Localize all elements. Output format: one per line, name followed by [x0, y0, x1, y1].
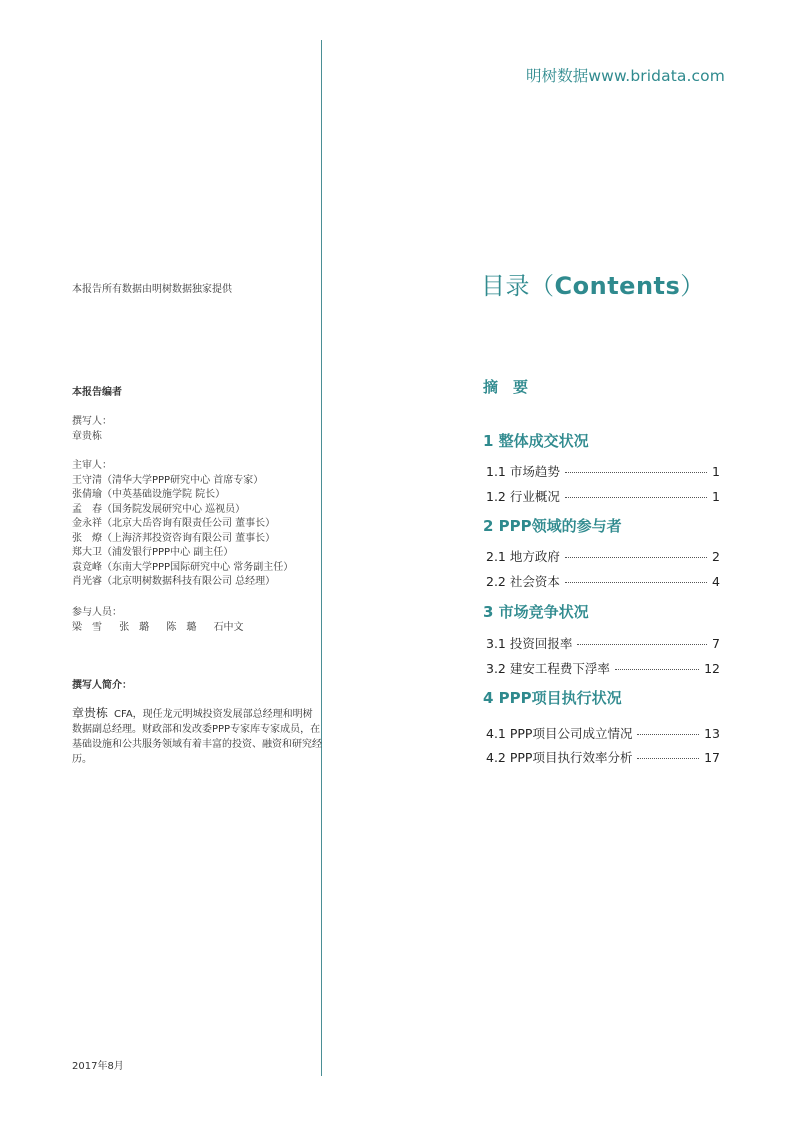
reviewer-item: 金永祥（北京大岳咨询有限责任公司 董事长）	[72, 518, 276, 529]
writer-label: 撰写人：	[72, 416, 112, 427]
writer-block	[72, 415, 112, 444]
toc-entry-text: 1.1 市场趋势	[486, 464, 560, 479]
toc-section-3[interactable]: 3 市场竞争状况	[483, 603, 589, 621]
toc-entry[interactable]	[486, 572, 720, 590]
leader-dots	[637, 733, 699, 735]
leader-dots	[577, 643, 707, 645]
leader-dots	[565, 496, 707, 498]
toc-entry[interactable]	[486, 487, 720, 505]
toc-title	[481, 266, 705, 301]
reviewer-item: 张倩瑜（中英基础设施学院 院长）	[72, 489, 226, 500]
vertical-divider	[321, 40, 322, 1076]
toc-section-1[interactable]: 1 整体成交状况	[483, 432, 589, 450]
editors-heading: 本报告编者	[72, 387, 122, 398]
participant-name: 石中文	[213, 621, 244, 633]
participant-name: 张 璐	[119, 621, 150, 633]
leader-dots	[565, 581, 707, 583]
toc-entry[interactable]	[486, 748, 720, 766]
toc-entry-text: 2.1 地方政府	[486, 549, 560, 564]
writer-name: 章贵栋	[72, 430, 102, 442]
site-header[interactable]: 明树数据www.bridata.com	[526, 67, 725, 85]
toc-entry[interactable]	[486, 462, 720, 480]
toc-section-4[interactable]: 4 PPP项目执行状况	[483, 689, 622, 707]
bio-heading: 撰写人简介：	[72, 680, 132, 691]
participants-block	[72, 606, 258, 635]
reviewer-item: 郑大卫（浦发银行PPP中心 副主任）	[72, 547, 234, 558]
toc-entry[interactable]	[486, 547, 720, 565]
toc-entry[interactable]	[486, 659, 720, 677]
toc-entry-page: 13	[704, 726, 720, 741]
toc-entry-text: 3.1 投资回报率	[486, 636, 573, 651]
reviewer-item: 王守清（清华大学PPP研究中心 首席专家）	[72, 474, 264, 486]
report-date: 2017年8月	[72, 1061, 124, 1072]
participants-label: 参与人员：	[72, 607, 122, 618]
toc-entry-page: 17	[704, 750, 720, 765]
leader-dots	[565, 556, 707, 558]
reviewer-item: 孟 春（国务院发展研究中心 巡视员）	[72, 503, 246, 515]
participant-name: 梁 雪	[72, 621, 102, 633]
toc-entry-text: 4.1 PPP项目公司成立情况	[486, 726, 633, 741]
bio-name: 章贵栋	[72, 706, 109, 720]
toc-section-2[interactable]: 2 PPP领域的参与者	[483, 517, 622, 535]
toc-section-abstract[interactable]: 摘 要	[483, 378, 529, 396]
toc-entry-text: 4.2 PPP项目执行效率分析	[486, 750, 633, 765]
reviewer-item: 肖光睿（北京明树数据科技有限公司 总经理）	[72, 576, 276, 587]
participants-list	[72, 621, 258, 636]
toc-title-cn: 目录（	[481, 272, 555, 300]
toc-title-close: ）	[680, 272, 705, 300]
reviewer-block	[72, 459, 293, 590]
toc-entry-text: 1.2 行业概况	[486, 489, 560, 504]
toc-title-en: Contents	[554, 272, 681, 300]
reviewer-item: 袁竞峰（东南大学PPP国际研究中心 常务副主任）	[72, 561, 294, 573]
toc-entry-page: 4	[712, 574, 720, 589]
toc-entry[interactable]	[486, 634, 720, 652]
bio-text: CFA，现任龙元明城投资发展部总经理和明树数据副总经理。财政部和发改委PPP专家库专家成员，在基础设施和公共服务领域有着丰富的投资、融资和研究经历。	[72, 709, 322, 765]
toc-entry[interactable]	[486, 724, 720, 742]
exclusive-data-note: 本报告所有数据由明树数据独家提供	[72, 284, 232, 295]
toc-entry-page: 1	[712, 464, 720, 479]
leader-dots	[565, 471, 707, 473]
toc-entry-text: 2.2 社会资本	[486, 574, 560, 589]
toc-entry-page: 1	[712, 489, 720, 504]
writer-bio	[72, 706, 322, 767]
participant-name: 陈 璐	[166, 621, 197, 633]
reviewer-label: 主审人：	[72, 460, 112, 471]
toc-entry-page: 7	[712, 636, 720, 651]
toc-entry-page: 2	[712, 549, 720, 564]
toc-entry-text: 3.2 建安工程费下浮率	[486, 661, 610, 676]
reviewer-item: 张 燎（上海济邦投资咨询有限公司 董事长）	[72, 532, 276, 544]
leader-dots	[637, 757, 699, 759]
toc-entry-page: 12	[704, 661, 720, 676]
leader-dots	[615, 668, 699, 670]
